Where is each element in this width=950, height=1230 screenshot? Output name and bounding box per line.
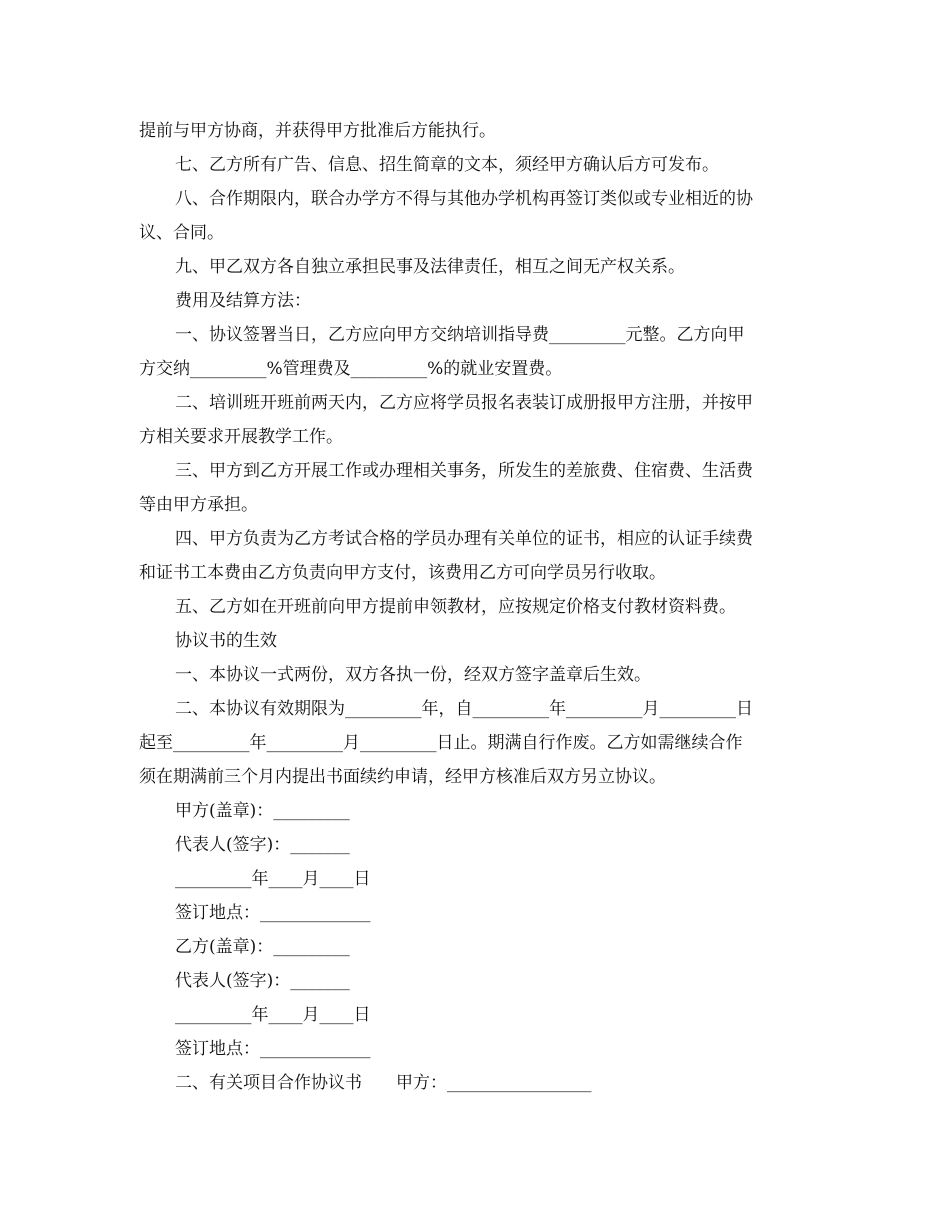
text-line: 八、合作期限内，联合办学方不得与其他办学机构再签订类似或专业相近的协 [175, 189, 753, 209]
party-a-seal-line: 甲方(盖章)：_________ [175, 801, 350, 821]
text-line: 方交纳_________%管理费及_________%的就业安置费。 [139, 359, 563, 379]
text-line: 二、本协议有效期限为_________年，自_________年_________月_________日 [175, 699, 753, 719]
party-b-seal-line: 乙方(盖章)：_________ [175, 937, 350, 957]
section-heading: 费用及结算方法： [175, 291, 311, 311]
text-line: 五、乙方如在开班前向甲方提前申领教材，应按规定价格支付教材资料费。 [175, 597, 736, 617]
section-heading: 协议书的生效 [175, 631, 277, 651]
party-a-location-line: 签订地点：_____________ [175, 903, 371, 923]
text-line: 九、甲乙双方各自独立承担民事及法律责任，相互之间无产权关系。 [175, 257, 685, 277]
party-b-location-line: 签订地点：_____________ [175, 1039, 371, 1059]
text-line: 等由甲方承担。 [139, 495, 258, 515]
text-line: 议、合同。 [139, 223, 224, 243]
text-line: 方相关要求开展教学工作。 [139, 427, 343, 447]
text-line: 二、培训班开班前两天内，乙方应将学员报名表装订成册报甲方注册，并按甲 [175, 393, 753, 413]
party-a-representative-line: 代表人(签字)：_______ [175, 835, 350, 855]
text-line: 一、本协议一式两份，双方各执一份，经双方签字盖章后生效。 [175, 665, 651, 685]
party-a-date-line: _________年____月____日 [175, 869, 371, 889]
text-line: 一、协议签署当日，乙方应向甲方交纳培训指导费_________元整。乙方向甲 [175, 325, 745, 345]
text-line: 须在期满前三个月内提出书面续约申请，经甲方核准后双方另立协议。 [139, 767, 666, 787]
text-line: 提前与甲方协商，并获得甲方批准后方能执行。 [139, 121, 496, 141]
party-b-representative-line: 代表人(签字)：_______ [175, 971, 350, 991]
text-line: 和证书工本费由乙方负责向甲方支付，该费用乙方可向学员另行收取。 [139, 563, 666, 583]
section-heading: 二、有关项目合作协议书 甲方：_________________ [175, 1073, 592, 1093]
text-line: 起至_________年_________月_________日止。期满自行作废。乙方如需继续合作 [139, 733, 743, 753]
text-line: 三、甲方到乙方开展工作或办理相关事务，所发生的差旅费、住宿费、生活费 [175, 461, 753, 481]
text-line: 七、乙方所有广告、信息、招生简章的文本，须经甲方确认后方可发布。 [175, 155, 719, 175]
party-b-date-line: _________年____月____日 [175, 1005, 371, 1025]
text-line: 四、甲方负责为乙方考试合格的学员办理有关单位的证书，相应的认证手续费 [175, 529, 753, 549]
